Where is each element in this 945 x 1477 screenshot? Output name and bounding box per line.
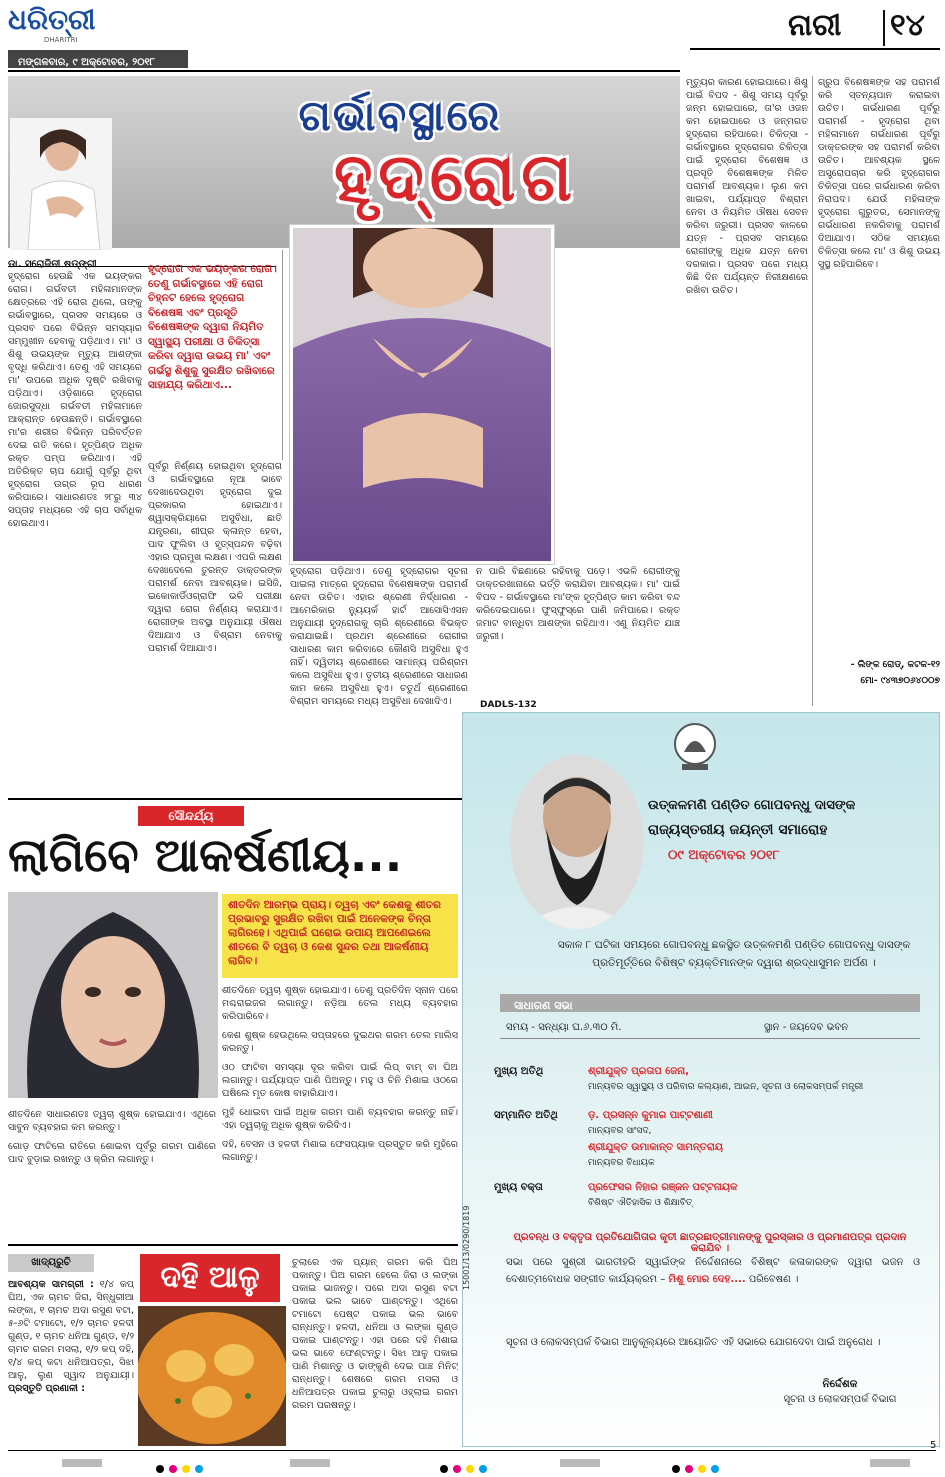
beauty-tips-right [222,984,458,1234]
recipe-title: ଦହି ଆଳୁ [140,1254,280,1302]
story1-col4: ନ ପାରି ବିଛଣାରେ ରହିବାକୁ ପଡ଼େ। ଏଭଳି ରୋଗୀଙ୍କୁ ଡାକ୍ତରଖାନାରେ ଭର୍ତ୍ତି କରାଯିବା ଆବଶ୍ୟକ। ମା' ପାଇଁ ବିପଦ - ଗର୍ଭାବସ୍ଥାରେ ମା'ଙ୍କ ହୃତ୍‌ପିଣ୍ଡ କାମ କରିବା ବନ୍ଦ କରିଦେଇପାରେ। ଫୁସ୍‌ଫୁସ୍‌ରେ ପାଣି ଜମିପାରେ। ରକ୍ତ ଜମାଟ ବାନ୍ଧିବା ଆଶଙ୍କା ରହିଥାଏ। ଏଣୁ ନିୟମିତ ଯାଞ୍ଚ ଜରୁରୀ। [476,566,680,642]
woman-scarf-photo [8,892,218,1098]
color-bar [290,1459,330,1467]
pull-quote: ହୃଦ୍‌ରୋଗ ଏକ ଭୟଙ୍କର ରୋଗ। ତେଣୁ ଗର୍ଭାବସ୍ଥାରେ ଏହି ରୋଗ ଚିହ୍ନଟ ହେଲେ ହୃଦ୍‌ରୋଗ ବିଶେଷଜ୍ଞ ଏବଂ ପ୍ରସୂତି ବିଶେଷଜ୍ଞଙ୍କ ଦ୍ୱାରା ନିୟମିତ ସ୍ୱାସ୍ଥ୍ୟ ପରୀକ୍ଷା ଓ ଚିକିତ୍ସା କରିବା ଦ୍ୱାରା ଉଭୟ ମା' ଏବଂ ଗର୍ଭସ୍ଥ ଶିଶୁକୁ ସୁରକ୍ଷିତ ରଖିବାରେ ସାହାଯ୍ୟ କରିଥାଏ... [148,263,277,391]
story1-right-rule [812,76,813,706]
cultural-highlight: ମିଶୁ ମୋର ଦେହ.... [668,1274,746,1285]
woman-chest-pain-photo [10,118,112,250]
ad-sign-dept: ସୂଚନା ଓ ଲୋକସମ୍ପର୍କ ବିଭାଗ [783,1394,897,1405]
story1-col1: ହୃଦ୍‌ରୋଗ ହେଉଛି ଏକ ଭୟଙ୍କର ରୋଗ। ଗର୍ଭବତୀ ମହିଳାମାନଙ୍କ କ୍ଷେତ୍ରରେ ଏହି ରୋଗ ଥିଲେ, ତାଙ୍କୁ ଗର୍ଭାବସ୍ଥାରେ, ପ୍ରସବ ସମୟରେ ଓ ପ୍ରସବ ପରେ ବିଭିନ୍ନ ସମସ୍ୟାର ସମ୍ମୁଖୀନ ହେବାକୁ ପଡ଼ିଥାଏ। ମା' ଓ ଶିଶୁ ଉଭୟଙ୍କ ମୃତ୍ୟୁ ଆଶଙ୍କା ବୃଦ୍ଧି କରିଥାଏ। ତେଣୁ ଏହି ସମୟରେ ମା' ଉପରେ ଅଧିକ ଦୃଷ୍ଟି ରଖିବାକୁ ପଡ଼ିଥାଏ। ଓଡ଼ିଶାରେ ହୃଦ୍‌ରୋଗ ଜୋରସୁଦ୍ଧା ଗର୍ଭବତୀ ମହିଳାମାନେ ଆକ୍ରାନ୍ତ ହେଉଛନ୍ତି। ଗର୍ଭାବସ୍ଥାରେ ମା'ର ଶରୀର ବିଭିନ୍ନ ପରିବର୍ତ୍ତନ ଦେଇ ଗତି କରେ। ହୃତ୍‌ପିଣ୍ଡ ଅଧିକ ରକ୍ତ ପମ୍ପ କରିଥାଏ। ଏହି ଅତିରିକ୍ତ ଚାପ ଯୋଗୁଁ ପୂର୍ବରୁ ଥିବା ହୃଦ୍‌ରୋଗ ଉଗ୍ର ରୂପ ଧାରଣ କରିପାରେ। ସାଧାରଣତଃ ୨୮ରୁ ୩୪ ସପ୍ତାହ ମଧ୍ୟରେ ଏହି ଚାପ ସର୍ବାଧିକ ହୋଇଥାଏ। [8,271,142,529]
print-registration-marks [0,1456,945,1470]
ad-time: ସମୟ - ସନ୍ଧ୍ୟା ଘ.୬.୩୦ ମି. [506,1022,622,1033]
byline-text: ଡା. ସରୋଜିନୀ ଷଡ୍‌ଙ୍ଗୀ [8,259,97,270]
cmyk-dots [156,1458,203,1477]
page-number: ୧୪ [890,8,925,43]
role-desc: ବିଶିଷ୍ଟ ଐତିହାସିକ ଓ ଶିକ୍ଷାବିତ୍ [588,1198,693,1208]
beauty-intro: ଶୀତଦିନ ଆରମ୍ଭ ପ୍ରାୟ। ତ୍ୱଚା ଏବଂ କେଶକୁ ଶୀତର ପ୍ରଭାବରୁ ସୁରକ୍ଷିତ ରଖିବା ପାଇଁ ଅନେକଙ୍କ ଚିନ୍ତା ଲାଗିରହେ। ଏଥିପାଇଁ ଘରୋଇ ଉପାୟ ଆପଣେଇଲେ ଶୀତରେ ବି ତ୍ୱଚା ଓ କେଶ ସୁନ୍ଦର ତଥା ଆକର୍ଷଣୀୟ ଲାଗିବ। [222,894,458,978]
recipe-kicker-text: ଖାଦ୍ୟରୁଚି [31,1257,71,1268]
masthead-logo [8,4,158,48]
dateline-bar [8,50,188,68]
cultural-note-b: ପରିବେଷଣ । [748,1274,799,1285]
headline-line1: ଗର୍ଭାବସ୍ଥାରେ [298,91,502,140]
gopabandhu-portrait [510,755,644,929]
role-label: ସମ୍ମାନିତ ଅତିଥି [494,1110,558,1121]
masthead-rule-right [690,48,940,50]
recipe-ingredients-label: ଆବଶ୍ୟକ ସାମଗ୍ରୀ : [8,1279,94,1290]
logo-subtitle: DHARITRI [44,36,78,44]
color-bar [870,1459,910,1467]
beauty-tip: କେଶ ଶୁଷ୍କ ହେଉଥିଲେ ସପ୍ତାହରେ ଦୁଇଥର ଗରମ ତେଲ ମାଲିସ କରନ୍ତୁ। [222,1030,458,1054]
story1-column-rule [282,250,283,460]
section-divider [883,10,885,46]
ad-side-code: 15001/13/0290/1819 [462,1205,471,1290]
logo-text: ଧରିତ୍ରୀ [8,3,96,36]
story1-col5: ମୃତ୍ୟୁର କାରଣ ହୋଇପାରେ। ଶିଶୁ ପାଇଁ ବିପଦ - ଶିଶୁ ସମୟ ପୂର୍ବରୁ ଜନ୍ମ ହୋଇପାରେ, ତା'ର ଓଜନ କମ ହୋଇପାରେ ଓ ଜନ୍ମଗତ ହୃଦ୍‌ରୋଗ ରହିପାରେ। ଚିକିତ୍ସା - ଗର୍ଭାବସ୍ଥାରେ ହୃଦ୍‌ରୋଗର ଚିକିତ୍ସା ପାଇଁ ହୃଦ୍‌ରୋଗ ବିଶେଷଜ୍ଞ ଓ ପ୍ରସୂତି ବିଶେଷଜ୍ଞଙ୍କ ମିଳିତ ପରାମର୍ଶ ଆବଶ୍ୟକ। ଲୁଣ କମ ଖାଇବା, ପର୍ଯ୍ୟାପ୍ତ ବିଶ୍ରାମ ନେବା ଓ ନିୟମିତ ଔଷଧ ସେବନ କରିବା ଜରୁରୀ। ପ୍ରସବ କାଳରେ ଯତ୍ନ - ପ୍ରସବ ସମୟରେ ରୋଗୀଙ୍କୁ ଅଧିକ ଯତ୍ନ ନେବା ଦରକାର। ପ୍ରସବ ପରେ ମଧ୍ୟ କିଛି ଦିନ ପର୍ଯ୍ୟନ୍ତ ନିରୀକ୍ଷଣରେ ରଖିବା ଉଚିତ। [686,77,808,296]
recipe-ingredients [8,1278,134,1458]
role-desc: ମାନ୍ୟବର ସ୍ୱାସ୍ଥ୍ୟ ଓ ପରିବାର କଲ୍ୟାଣ, ଆଇନ, ସୂଚନା ଓ ଲୋକସମ୍ପର୍କ ମନ୍ତ୍ରୀ [588,1082,864,1092]
beauty-tip: ଓଠ ଫାଟିବା ସମସ୍ୟା ଦୂର କରିବା ପାଇଁ ଲିପ୍ ବାମ୍ ବା ଘିଅ ଲଗାନ୍ତୁ। ପର୍ଯ୍ୟାପ୍ତ ପାଣି ପିଅନ୍ତୁ। ମହୁ ଓ ଚିନି ମିଶାଇ ଓଠରେ ଘଷିଲେ ମୃତ କୋଷ ବାହାରିଯାଏ। [222,1062,458,1099]
beauty-tip: ଦହି, ବେସନ ଓ ହଳଦୀ ମିଶାଇ ଫେସପ୍ୟାକ ପ୍ରସ୍ତୁତ କରି ମୁହଁରେ ଲଗାନ୍ତୁ। [222,1139,458,1163]
ad-venue: ସ୍ଥାନ - ଜୟଦେବ ଭବନ [764,1022,849,1033]
ad-role-keynote-speaker [494,1182,934,1222]
ad-role-guest-of-honour [494,1110,934,1176]
color-bar [560,1459,600,1467]
role-name: ଶ୍ରୀଯୁକ୍ତ ପ୍ରତାପ ଜେନା, [588,1066,690,1077]
role-name: ପ୍ରଫେସର ନିହାର ରଞ୍ଜନ ପଟ୍ଟନାୟକ [588,1182,738,1193]
color-bar [62,1459,102,1467]
ad-meeting-banner [500,994,920,1012]
beauty-kicker [138,806,244,826]
beauty-tip: ମୁହଁ ଧୋଇବା ପାଇଁ ଅଧିକ ଗରମ ପାଣି ବ୍ୟବହାର କରନ୍ତୁ ନାହିଁ। ଏହା ତ୍ୱଚାକୁ ଅଧିକ ଶୁଷ୍କ କରିଦିଏ। [222,1107,458,1131]
story1-col2: ପୂର୍ବରୁ ନିର୍ଣ୍ଣୟ ହୋଇଥିବା ହୃଦ୍‌ରୋଗ ଓ ଗର୍ଭାବସ୍ଥାରେ ନୂଆ ଭାବେ ଦେଖାଦେଉଥିବା ହୃଦ୍‌ରୋଗ ଦୁଇ ପ୍ରକାରର ହୋଇଥାଏ। ଶ୍ୱାସକ୍ରିୟାରେ ଅସୁବିଧା, ଛାତି ଯନ୍ତ୍ରଣା, ଶୀଘ୍ର କ୍ଳାନ୍ତ ହେବା, ପାଦ ଫୁଲିବା ଓ ହୃତ୍‌ସ୍ପନ୍ଦନ ବଢ଼ିବା ଏହାର ପ୍ରମୁଖ ଲକ୍ଷଣ। ଏପରି ଲକ୍ଷଣ ଦେଖାଦେଲେ ତୁରନ୍ତ ଡାକ୍ତରଙ୍କ ପରାମର୍ଶ ନେବା ଆବଶ୍ୟକ। ଇସିଜି, ଇକୋକାର୍ଡିଓଗ୍ରାଫି ଭଳି ପରୀକ୍ଷା ଦ୍ୱାରା ରୋଗ ନିର୍ଣ୍ଣୟ କରାଯାଏ। ରୋଗୀଙ୍କ ଅବସ୍ଥା ଅନୁଯାୟୀ ଔଷଧ ଦିଆଯାଏ ଓ ବିଶ୍ରାମ ନେବାକୁ ପରାମର୍ଶ ଦିଆଯାଏ। [148,461,282,654]
headline-line2: ହୃଦ୍‌ରୋଗ [333,139,579,216]
beauty-kicker-text: ସୌନ୍ଦର୍ଯ୍ୟ [168,809,214,823]
ad-sign-title: ନିର୍ଦ୍ଦେଶକ [822,1378,858,1390]
role-label: ମୁଖ୍ୟ ଅତିଥି [494,1066,544,1077]
author-phone: ମୋ- ୯୪୩୭୦୬୪୦୦୭ [860,676,940,686]
ad-date: ୦୯ ଅକ୍ଟୋବର ୨୦୧୮ [668,848,780,863]
cultural-note-a: ସଭା ପରେ ସୁଶ୍ରୀ ଭାରତୀହରି ସ୍ୱାଇଁଙ୍କ ନିର୍ଦ୍ଦେଶନାରେ ବିଶିଷ୍ଟ କଳାକାରଙ୍କ ଦ୍ୱାରା ଭଜନ ଓ ଦେଶାତ୍ମବୋଧକ ସଙ୍ଗୀତ କାର୍ଯ୍ୟକ୍ରମ – [506,1257,920,1285]
ad-ref: DADLS-132 [480,700,537,710]
section-label: ନାରୀ [788,8,842,43]
story1-col3: ହୃଦ୍‌ରୋଗ ପଡ଼ିଥାଏ। ତେଣୁ ହୃଦ୍‌ରୋଗର ସୂଚନା ପାଇଲା ମାତ୍ରେ ହୃଦ୍‌ରୋଗ ବିଶେଷଜ୍ଞଙ୍କ ପରାମର୍ଶ ନେବା ଉଚିତ। ଏହାର ଶ୍ରେଣୀ ନିର୍ଦ୍ଧାରଣ - ଆମେରିକାର ନ୍ୟୁୟର୍କ ହାର୍ଟ ଆସୋସିଏସନ ଅନୁଯାୟୀ ହୃଦ୍‌ରୋଗକୁ ଚାରି ଶ୍ରେଣୀରେ ବିଭକ୍ତ କରାଯାଇଛି। ପ୍ରଥମ ଶ୍ରେଣୀରେ ରୋଗୀର ସାଧାରଣ କାମ କରିବାରେ କୌଣସି ଅସୁବିଧା ହୁଏ ନାହିଁ। ଦ୍ୱିତୀୟ ଶ୍ରେଣୀରେ ସାମାନ୍ୟ ପରିଶ୍ରମ କଲେ ଅସୁବିଧା ହୁଏ। ତୃତୀୟ ଶ୍ରେଣୀରେ ସାଧାରଣ କାମ କଲେ ଅସୁବିଧା ହୁଏ। ଚତୁର୍ଥ ଶ୍ରେଣୀରେ ବିଶ୍ରାମ ସମୟରେ ମଧ୍ୟ ଅସୁବିଧା ଦେଖାଦିଏ। [290,566,468,707]
role-name-2: ଶ୍ରୀଯୁକ୍ତ ଉମାକାନ୍ତ ସାମନ୍ତରାୟ [588,1142,724,1153]
recipe-method-label: ପ୍ରସ୍ତୁତି ପ୍ରଣାଳୀ : [8,1383,86,1394]
role-name: ଡ଼. ପ୍ରସନ୍ନ କୁମାର ପାଟ୍ଟଶାଣୀ [588,1110,713,1121]
dateline: ମଙ୍ଗଳବାର, ୯ ଅକ୍ଟୋବର, ୨୦୧୮ [18,57,155,68]
beauty-headline: ଲାଗିବେ ଆକର୍ଷଣୀୟ... [8,828,403,882]
ad-prize-note: ପ୍ରବନ୍ଧ ଓ ବକ୍ତୃତା ପ୍ରତିଯୋଗିତାର କୃତୀ ଛାତ୍ରଛାତ୍ରୀମାନଙ୍କୁ ପୁରସ୍କାର ଓ ପ୍ରମାଣପତ୍ର ପ୍ରଦାନ କରାଯିବ । [513,1232,907,1254]
cmyk-dots [672,1458,719,1477]
recipe-kicker [8,1254,94,1272]
author-address: - ଲିଙ୍କ ରୋଡ୍, କଟକ-୧୨ [850,660,940,670]
footer-rule [8,1450,936,1451]
beauty-tip: ଗୋଡ଼ ଫାଟିଲେ ରାତିରେ ଶୋଇବା ପୂର୍ବରୁ ଗରମ ପାଣିରେ ପାଦ ବୁଡ଼ାଇ ରଖନ୍ତୁ ଓ କ୍ରିମ ଲଗାନ୍ତୁ। [8,1141,216,1165]
beauty-tip: ଶୀତଦିନେ ସାଧାରଣତଃ ତ୍ୱଚା ଶୁଷ୍କ ହୋଇଯାଏ। ଏଥିରେ ସାବୁନ ବ୍ୟବହାର କମ କରନ୍ତୁ। [8,1109,216,1133]
story1-col6: ଗ୍ରୁପ ବିଶେଷଜ୍ଞଙ୍କ ସହ ପରାମର୍ଶ କରି ସ୍ତନ୍ୟପାନ କରାଇବା ଉଚିତ। ଗର୍ଭଧାରଣ ପୂର୍ବରୁ ପରାମର୍ଶ - ହୃଦ୍‌ରୋଗ ଥିବା ମହିଳାମାନେ ଗର୍ଭଧାରଣ ପୂର୍ବରୁ ଡାକ୍ତରଙ୍କ ସହ ପରାମର୍ଶ କରିବା ଉଚିତ। ଆବଶ୍ୟକ ସ୍ଥଳେ ଅସ୍ତ୍ରୋପଚାର କରି ହୃଦ୍‌ରୋଗର ଚିକିତ୍ସା ପରେ ଗର୍ଭଧାରଣ କରିବା ନିରାପଦ। ଯେଉଁ ମହିଳାଙ୍କ ହୃଦ୍‌ରୋଗ ଗୁରୁତର, ସେମାନଙ୍କୁ ଗର୍ଭଧାରଣ ନକରିବାକୁ ପରାମର୍ଶ ଦିଆଯାଏ। ସଠିକ ସମୟରେ ଚିକିତ୍ସା କଲେ ମା' ଓ ଶିଶୁ ଉଭୟ ସୁସ୍ଥ ରହିପାରିବେ। [818,77,940,270]
role-desc-2: ମାନ୍ୟବର ବିଧାୟକ [588,1158,655,1168]
ad-title-line1: ଉତ୍କଳମଣି ପଣ୍ଡିତ ଗୋପବନ୍ଧୁ ଦାସଙ୍କ [648,798,856,813]
ad-invite-note: ସୂଚନା ଓ ଲୋକସମ୍ପର୍କ ବିଭାଗ ଆନୁକୂଲ୍ୟରେ ଆୟୋଜିତ ଏହି ସଭାରେ ଯୋଗଦେବା ପାଇଁ ଅନୁରୋଧ । [506,1337,881,1348]
odisha-emblem-icon [672,722,718,772]
ad-cultural-note [506,1254,920,1288]
masthead-rule [8,70,680,72]
ad-time-rule [500,1038,920,1039]
cmyk-dots [440,1458,487,1477]
beauty-tips-left [8,1108,216,1238]
recipe-ingredients-text: ୧/୪ କପ୍ ଘିଅ, ଏକ ଚାମଚ ଜିରା, ସିନ୍ଧୁରୀଆ ଲଙ୍କା, ୧ ଚାମଚ ଅଦା ରସୁଣ ବଟା, ୫-୬ଟି ଟମାଟୋ, ୧/୨ ଚାମଚ ହଳଦୀ ଗୁଣ୍ଡ, ୧ ଚାମଚ ଧନିଆ ଗୁଣ୍ଡ, ୧/୨ ଚାମଚ ଗରମ ମସଲା, ୧/୨ କପ୍ ଦହି, ୧/୪ କପ୍ କଟା ଧନିଆପତ୍ର, ସିଝା ଆଳୁ, ଲୁଣ ସ୍ୱାଦ ଅନୁଯାୟୀ। [8,1279,134,1381]
pregnant-woman-photo [290,225,554,564]
dahi-aloo-photo [138,1306,286,1446]
beauty-tip: ଶୀତଦିନେ ତ୍ୱଚା ଶୁଷ୍କ ହୋଇଯାଏ। ତେଣୁ ପ୍ରତିଦିନ ସ୍ନାନ ପରେ ମଶ୍ଚରାଇଜର ଲଗାନ୍ତୁ। ନଡ଼ିଆ ତେଲ ମଧ୍ୟ ବ୍ୟବହାର କରିପାରିବେ। [222,985,458,1022]
ad-role-chief-guest [494,1066,934,1106]
ad-title-line2: ରାଜ୍ୟସ୍ତରୀୟ ଜୟନ୍ତୀ ସମାରୋହ [648,822,828,838]
ad-morning-note: ସକାଳ ୮ ଘଟିକା ସମୟରେ ଗୋପବନ୍ଧୁ ଛକସ୍ଥିତ ଉତ୍କଳମଣି ପଣ୍ଡିତ ଗୋପବନ୍ଧୁ ଦାସଙ୍କ ପ୍ରତିମୂର୍ତ୍ତିରେ ବିଶିଷ୍ଟ ବ୍ୟକ୍ତିମାନଙ୍କ ଦ୍ୱାରା ଶ୍ରଦ୍ଧାସୁମନ ଅର୍ପଣ । [557,939,911,969]
role-label: ମୁଖ୍ୟ ବକ୍ତା [494,1182,543,1193]
ad-meeting-title: ସାଧାରଣ ସଭା [514,999,573,1012]
story2-bottom-rule [8,1244,458,1246]
recipe-method: ଚୁଲାରେ ଏକ ପ୍ୟାନ୍ ଗରମ କରି ଘିଅ ପକାନ୍ତୁ। ଘିଅ ଗରମ ହେଲେ ଜିରା ଓ ଲଙ୍କା ପକାଇ ଭାଜନ୍ତୁ। ପରେ ଅଦା ରସୁଣ ବଟା ପକାଇ ଭଲ ଭାବେ ଘାଣ୍ଟନ୍ତୁ। ଏଥିରେ ଟମାଟୋ ପେଷ୍ଟ ପକାଇ ଭଲ ଭାବେ ରାନ୍ଧନ୍ତୁ। ହଳଦୀ, ଧନିଆ ଓ ଲଙ୍କା ଗୁଣ୍ଡ ପକାଇ ଘାଣ୍ଟନ୍ତୁ। ଏହା ପରେ ଦହି ମିଶାଇ ଭଲ ଭାବେ ଫେଣ୍ଟନ୍ତୁ। ସିଝା ଆଳୁ ପକାଇ ପାଣି ମିଶାନ୍ତୁ ଓ ଢାଙ୍କୁଣି ଦେଇ ପାଞ୍ଚ ମିନିଟ୍ ରାନ୍ଧନ୍ତୁ। ଶେଷରେ ଗରମ ମସଲା ଓ ଧନିଆପତ୍ର ପକାଇ ଚୁଲାରୁ ଓହ୍ଲାଇ ଗରମ ଗରମ ପରଷନ୍ତୁ। [292,1257,458,1411]
role-desc: ମାନ୍ୟବର ସାଂସଦ, [588,1126,652,1136]
page-marker: 5 [930,1440,937,1451]
